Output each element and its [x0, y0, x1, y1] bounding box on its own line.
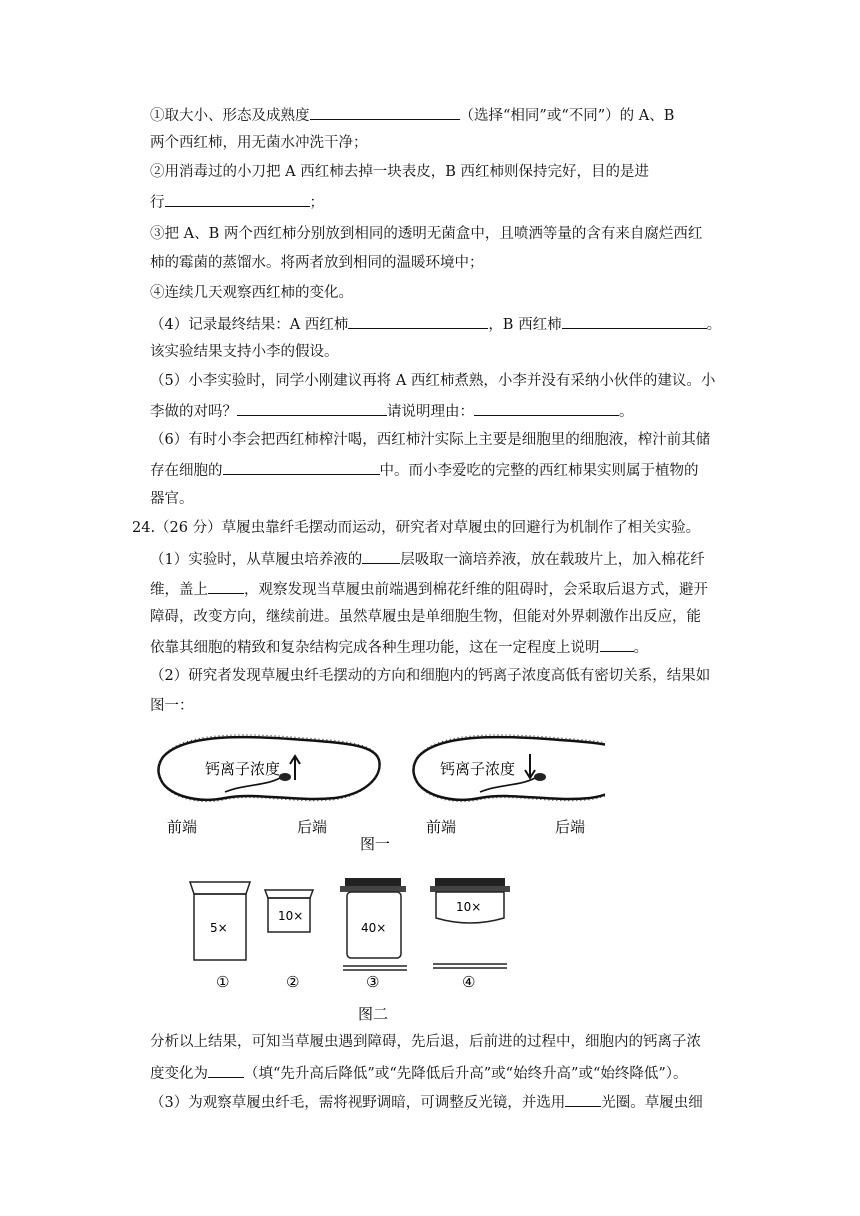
eyepiece-10x — [265, 890, 313, 991]
lens-label: 5× — [210, 921, 228, 935]
text: 依靠其细胞的精致和复杂结构完成各种生理功能，这在一定程度上说明 — [150, 640, 600, 656]
answer-blank[interactable] — [362, 548, 400, 564]
text: 。 — [706, 317, 722, 333]
lens-number: ① — [216, 973, 230, 991]
q23-q5-line2 — [150, 400, 634, 422]
calcium-label-left: 钙离子浓度 — [205, 760, 281, 778]
answer-blank[interactable] — [208, 1062, 244, 1078]
q23-step2-line2 — [150, 191, 324, 213]
answer-blank[interactable] — [565, 1091, 601, 1107]
q23-q6-line2 — [150, 459, 699, 481]
q23-step3-line2: 柿的霉菌的蒸馏水。将两者放到相同的温暖环境中； — [150, 255, 484, 271]
paramecium-right — [414, 735, 605, 836]
text: （1）实验时，从草履虫培养液的 — [150, 552, 363, 568]
q24-p3-line2 — [150, 1062, 688, 1084]
text: 层吸取一滴培养液，放在载玻片上，加入棉花纤 — [400, 552, 705, 568]
answer-blank[interactable] — [237, 400, 387, 416]
q23-q6-line1: （6）有时小李会把西红柿榨汁喝，西红柿汁实际上主要是细胞里的细胞液，榨汁前其储 — [150, 432, 711, 448]
lens-number: ④ — [462, 973, 476, 991]
objective-40x — [340, 878, 407, 991]
text: ①取大小、形态及成熟度 — [150, 108, 310, 124]
q23-q4-line1 — [150, 313, 721, 335]
q23-step4: ④连续几天观察西红柿的变化。 — [150, 285, 353, 301]
lens-label: 10× — [278, 909, 304, 923]
figure-2-lenses — [180, 870, 520, 1025]
lens-number: ② — [286, 973, 300, 991]
text: （填“先升高后降低”或“先降低后升高”或“始终升高”或“始终降低”）。 — [244, 1066, 688, 1082]
paramecium-left — [159, 735, 380, 836]
text: 中。而小李爱吃的完整的西红柿果实则属于植物的 — [379, 463, 699, 479]
text: 存在细胞的 — [150, 463, 223, 479]
lens-label: 40× — [361, 921, 387, 935]
q23-step2-line1: ②用消毒过的小刀把 A 西红柿去掉一块表皮，B 西红柿则保持完好，目的是进 — [150, 164, 649, 180]
text: （4）记录最终结果：A 西红柿 — [150, 317, 349, 333]
text: 。 — [619, 404, 634, 420]
q23-q4-line2: 该实验结果支持小李的假设。 — [150, 344, 339, 360]
figure-1-caption: 图一 — [360, 835, 391, 852]
text: （3）为观察草履虫纤毛，需将视野调暗，可调整反光镜，并选用 — [150, 1095, 566, 1111]
lens-label: 10× — [456, 900, 482, 914]
arrow-down-icon — [525, 754, 535, 778]
text: 光圈。草履虫细 — [601, 1095, 703, 1111]
front-label-left: 前端 — [167, 818, 198, 836]
text: 度变化为 — [150, 1066, 208, 1082]
arrow-up-icon — [290, 756, 300, 780]
figure-1-paramecium — [145, 722, 605, 852]
answer-blank[interactable] — [348, 313, 488, 329]
back-label-right: 后端 — [555, 818, 586, 836]
q23-step1-line2: 两个西红柿，用无菌水冲洗干净； — [150, 135, 368, 151]
text: 。 — [633, 640, 648, 656]
q24-p3-line1: 分析以上结果，可知当草履虫遇到障碍，先后退，后前进的过程中，细胞内的钙离子浓 — [150, 1034, 701, 1050]
answer-blank[interactable] — [223, 459, 380, 475]
answer-blank[interactable] — [600, 636, 634, 652]
q23-q6-line3: 器官。 — [150, 491, 194, 507]
lens-number: ③ — [366, 973, 380, 991]
objective-10x — [430, 878, 510, 991]
text: ； — [309, 195, 324, 211]
text: ，观察发现当草履虫前端遇到棉花纤维的阻碍时，会采取后退方式，避开 — [244, 582, 708, 598]
answer-blank[interactable] — [208, 578, 244, 594]
q24-p1-line3: 障碍，改变方向，继续前进。虽然草履虫是单细胞生物，但能对外界刺激作出反应，能 — [150, 609, 701, 625]
q23-q5-line1: （5）小李实验时，同学小刚建议再将 A 西红柿煮熟，小李并没有采纳小伙伴的建议。小 — [150, 373, 716, 389]
answer-blank[interactable] — [310, 104, 460, 120]
text: ，B 西红柿 — [488, 317, 562, 333]
answer-blank[interactable] — [165, 191, 310, 207]
q24-p1-line2 — [150, 578, 708, 600]
q24-p2-line2: 图一： — [150, 698, 194, 714]
q23-step1-line1 — [150, 104, 674, 126]
text: 请说明理由： — [387, 404, 474, 420]
front-label-right: 前端 — [426, 818, 457, 836]
text: 维，盖上 — [150, 582, 208, 598]
eyepiece-5x — [190, 882, 250, 991]
q23-step3-line1: ③把 A、B 两个西红柿分别放到相同的透明无菌盒中，且喷洒等量的含有来自腐烂西红 — [150, 226, 703, 242]
figure-2-caption: 图二 — [358, 1005, 389, 1023]
back-label-left: 后端 — [297, 818, 328, 836]
text: （选择“相同”或“不同”）的 A、B — [459, 108, 675, 124]
answer-blank[interactable] — [474, 400, 619, 416]
q24-p1-line4 — [150, 636, 648, 658]
q24-p2-line1: （2）研究者发现草履虫纤毛摆动的方向和细胞内的钙离子浓度高低有密切关系，结果如 — [150, 668, 711, 684]
text: 行 — [150, 195, 165, 211]
calcium-label-right: 钙离子浓度 — [440, 760, 516, 778]
q24-intro: 24.（26 分）草履虫靠纤毛摆动而运动，研究者对草履虫的回避行为机制作了相关实验。 — [132, 520, 701, 536]
text: 李做的对吗？ — [150, 404, 237, 420]
q24-p1-line1 — [150, 548, 705, 570]
answer-blank[interactable] — [562, 313, 707, 329]
q24-p4-line1 — [150, 1091, 703, 1113]
